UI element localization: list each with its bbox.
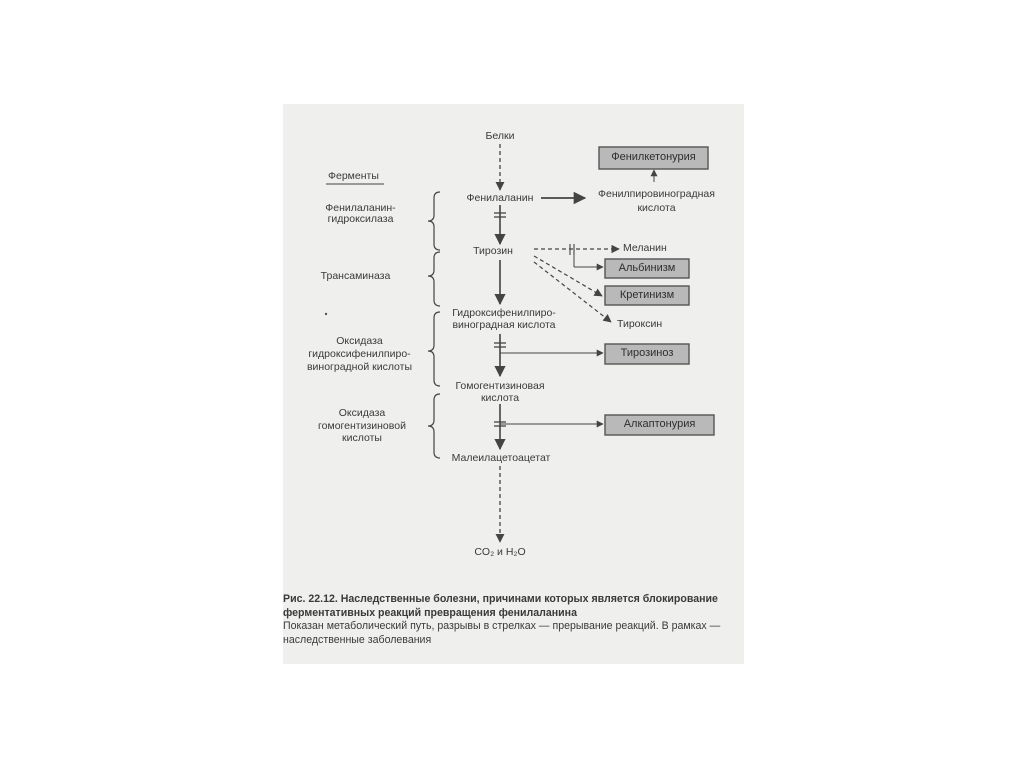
- substance-co2-h2o: CO₂ и H₂O: [474, 546, 526, 558]
- disease-tyrosinosis: Тирозиноз: [620, 347, 674, 359]
- substance-phenylalanine: Фенилаланин: [466, 192, 534, 204]
- substance-hydroxyphenylpyruvic-acid: Гидроксифенилпиро-виноградная кислота: [452, 307, 556, 331]
- enzyme-hppa-oxidase: Оксидаза гидроксифенилпиро-виноградной кислоты: [306, 335, 413, 373]
- caption-title: Рис. 22.12. Наследственные болезни, причинами которых является блокирование ферментативных реакций превращения фенилаланина: [283, 593, 718, 619]
- arrow-tyrosine-cretinism: [534, 256, 602, 296]
- disease-albinism: Альбинизм: [618, 262, 676, 274]
- figure-caption: [283, 593, 744, 647]
- enzyme-homogentisate-oxidase: Оксидаза гомогентизиновой кислоты: [318, 407, 406, 444]
- caption-description: Показан метаболический путь, разрывы в стрелках — прерывание реакций. В рамках — наследственные заболевания: [283, 620, 721, 646]
- disease-alkaptonuria: Алкаптонурия: [623, 418, 696, 430]
- enzyme-transaminase: Трансаминаза: [320, 270, 391, 282]
- enzyme-phenylalanine-hydroxylase: Фенилаланин-гидроксилаза: [325, 202, 396, 225]
- disease-phenylketonuria: Фенилкетонурия: [611, 151, 696, 163]
- disease-cretinism: Кретинизм: [619, 289, 675, 301]
- enzymes-heading: Ферменты: [328, 170, 379, 182]
- substance-homogentisic-acid: Гомогентизиновая кислота: [455, 380, 545, 404]
- brace-transaminase: [428, 252, 440, 306]
- figure-scan: [283, 104, 744, 664]
- substance-thyroxine: Тироксин: [617, 318, 663, 330]
- substance-tyrosine: Тирозин: [473, 245, 513, 257]
- brace-phenylalanine-hydroxylase: [428, 192, 440, 250]
- brace-homogentisate-oxidase: [428, 394, 440, 458]
- substance-proteins: Белки: [485, 130, 515, 142]
- substance-phenylpyruvic-acid: Фенилпировиноградная кислота: [598, 188, 715, 214]
- substance-maleylacetoacetate: Малеилацетоацетат: [451, 452, 551, 464]
- substance-melanin: Меланин: [623, 242, 667, 254]
